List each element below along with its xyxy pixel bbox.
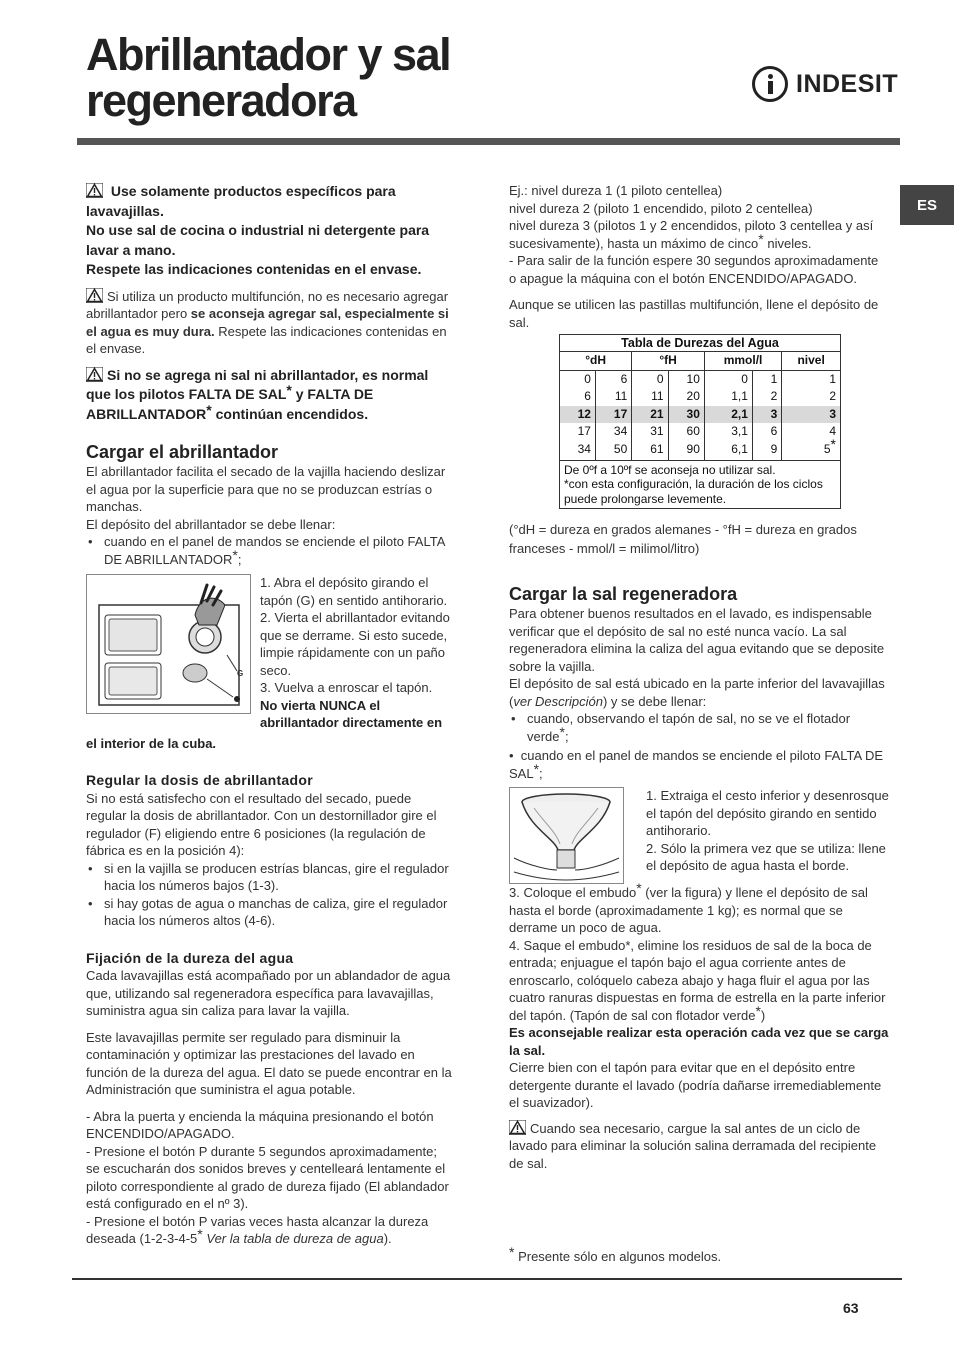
warning-multifunction: Si utiliza un producto multifunción, no es necesario agregar abrillantador pero se aconseja agregar sal, especialmente si el agua es muy dura. Respete las indicaciones contenidas en el envase. <box>86 288 449 356</box>
warning-salt: Cuando sea necesario, cargue la sal antes de un ciclo de lavado para eliminar la solución salina derramada del recipiente de sal. <box>509 1120 877 1171</box>
list-item: • si hay gotas de agua o manchas de caliza, gire el regulador hacia los números altos (4-6). <box>86 895 452 930</box>
table-row: 6 11 11 20 1,1 2 2 <box>560 388 840 406</box>
paragraph: 3. Coloque el embudo* (ver la figura) y llene el depósito de sal hasta el borde (aproximadamente 1 kg); es normal que se derrame un poco de agua. <box>509 880 868 935</box>
list-item: • cuando, observando el tapón de sal, no se ve el flotador verde*; <box>509 710 889 745</box>
paragraph: - Abra la puerta y encienda la máquina presionando el botón ENCENDIDO/APAGADO. <box>86 1108 434 1141</box>
paragraph: - Presione el botón P durante 5 segundos aproximadamente; se escucharán dos sonidos breves y centelleará lentamente el piloto correspondiente al grado de dureza fijado (El ablandador está configurado en el nº 3). <box>86 1143 449 1211</box>
heading-cargar-abrillantador: Cargar el abrillantador <box>86 442 279 462</box>
table-row: 17 34 31 60 3,1 6 4 <box>560 423 840 441</box>
footnote: * Presente sólo en algunos modelos. <box>509 1244 722 1264</box>
table-title: Tabla de Durezas del Agua <box>560 335 840 352</box>
dispenser-illustration <box>87 575 250 713</box>
col-header-mmol: mmol/l <box>704 352 781 370</box>
warning-products: Use solamente productos específicos para lavavajillas. No use sal de cocina o industrial ni detergente para lavar a mano. Respete las indicaciones contenidas en el envase. <box>86 183 430 277</box>
rinse-aid-dispenser-figure <box>86 574 251 714</box>
paragraph: - Presione el botón P varias veces hasta alcanzar la dureza deseada (1-2-3-4-5* Ver la tabla de dureza de agua). <box>86 1213 429 1246</box>
rinse-aid-steps: 1. Abra el depósito girando el tapón (G) en sentido antihorario. 2. Vierta el abrillantador evitando que se derrame. Si esto sucede, limpie rápidamente con un paño seco. 3. Vuelva a enroscar el tapón. No vierta NUNCA el abrillantador directamente en <box>260 575 450 730</box>
paragraph: Cada lavavajillas está acompañado por un ablandador de agua que, utilizando sal regeneradora específica para lavavajillas, suministra agua sin caliza para lavar la vajilla. <box>86 968 451 1018</box>
funnel-figure <box>509 787 624 884</box>
funnel-icon <box>510 788 623 883</box>
paragraph: El depósito del abrillantador se debe llenar: <box>86 516 336 532</box>
left-column: Use solamente productos específicos para lavavajillas. No use sal de cocina o industrial ni detergente para lavar a mano. Respete las indicaciones contenidas en el envase. Si utiliza un producto multifunción, no es necesario agregar abrillantador pero se aconseja agregar sal, especialmente si el agua es muy dura. Respete las indicaciones contenidas en el envase. Si no se agrega ni sal ni abrillantador, es normal que los pilotos FALTA DE SAL* y FALTA DE ABRILLANTADOR* continúan encendidos. Cargar el abrillantador El abrillantador facilita el secado de la vajilla haciendo deslizar el agua por la superficie para que no se produzcan estrías o manchas. El depósito del abrillantador se debe llenar: • cuando en el panel de mandos se enciende el piloto FALTA DE ABRILLANTADOR*; G 1. Abra el depósito girando el tapón (G) en sentido antihorario. 2. Vierta el abrillantador evitando que se derrame. Si esto sucede, limpie rápidamente con un paño seco. 3. Vuelva a enroscar el tapón. No vierta NUNCA el abrillantador directamente en el interior de la cuba. Regular la dosis de abrillantador Si no está satisfecho con el resultado del secado, puede regular la dosis de abrillantador. Con un destornillador gire el regulador (F) eligiendo entre 6 posiciones (la regulación de fábrica es en la posición 4): • si en la vajilla se producen estrías blancas, gire el regulador hacia los números bajos (1-3). • si hay gotas de agua o manchas de caliza, gire el regulador hacia los números altos (4-6). Fijación de la dureza del agua Cada lavavajillas está acompañado por un ablandador de agua que, utilizando sal regeneradora específica para lavavajillas, suministra agua sin caliza para lavar la vajilla. Este lavavajillas permite ser regulado para disminuir la contaminación y optimizar las prestaciones del lavado en función de la dureza del agua. El dato se puede encontrar en la Administración que suministra el agua potable. - Abra la puerta y encienda la máquina presionando el botón ENCENDIDO/APAGADO. - Presione el botón P durante 5 segundos aproximadamente; se escucharán dos sonidos breves y centelleará lentamente el piloto correspondiente al grado de dureza fijado (El ablandador está configurado en el nº 3). - Presione el botón P varias veces hasta alcanzar la dureza deseada (1-2-3-4-5* Ver la tabla de dureza de agua). <box>86 182 452 1248</box>
paragraph-bold: Es aconsejable realizar esta operación cada vez que se carga la sal. <box>509 1025 889 1058</box>
warning-icon <box>86 367 103 382</box>
header-rule <box>77 138 900 145</box>
warning-pilots: Si no se agrega ni sal ni abrillantador, es normal que los pilotos FALTA DE SAL* y FALTA DE ABRILLANTADOR* continúan encendidos. <box>86 366 429 422</box>
logo-i-icon <box>752 66 788 102</box>
table-row: 0 6 0 10 0 1 1 <box>560 370 840 388</box>
paragraph: Si no está satisfecho con el resultado del secado, puede regular la dosis de abrillantador. Con un destornillador gire el regulador (F) eligiendo entre 6 posiciones (la regulación de fábrica es en la posición 4): <box>86 790 437 858</box>
col-header-nivel: nivel <box>782 352 840 370</box>
water-hardness-table <box>559 334 841 509</box>
list-item: • cuando en el panel de mandos se enciende el piloto FALTA DE SAL*; <box>509 748 884 781</box>
table-row-highlighted: 12 17 21 30 2,1 3 3 <box>560 406 840 424</box>
footer-rule <box>72 1278 902 1280</box>
paragraph: 4. Saque el embudo*, elimine los residuos de sal de la boca de entrada; enjuague el tapón bajo el agua corriente antes de enroscarlo, colóquelo cabeza abajo y haga fluir el agua por las cuatro ranuras dispuestas en forma de estrella en la parte inferior del tapón. (Tapón de sal con flotador verde*) <box>509 937 886 1023</box>
salt-steps: 1. Extraiga el cesto inferior y desenrosque el tapón del depósito girando en sentido antihorario. 2. Sólo la primera vez que se utiliza: llene el depósito de agua hasta el borde. <box>646 788 889 873</box>
brand-name: INDESIT <box>796 69 899 98</box>
heading-fijacion-dureza: Fijación de la dureza del agua <box>86 949 294 966</box>
heading-regular-dosis: Regular la dosis de abrillantador <box>86 772 313 788</box>
hardness-table <box>560 352 840 460</box>
table-row: 34 50 61 90 6,1 9 5* <box>560 441 840 460</box>
paragraph: Este lavavajillas permite ser regulado para disminuir la contaminación y optimizar las prestaciones del lavado en función de la dureza del agua. El dato se puede encontrar en la Administración que suministra el agua potable. <box>86 1029 452 1097</box>
paragraph: (°dH = dureza en grados alemanes - °fH = dureza en grados franceses - mmol/l = milimol/litro) <box>509 522 857 556</box>
language-tab: ES <box>900 185 954 225</box>
right-column: Ej.: nivel dureza 1 (1 piloto centellea) nivel dureza 2 (piloto 1 encendido, piloto 2 centellea) nivel dureza 3 (pilotos 1 y 2 encendidos, piloto 3 centellea y así sucesivamente), hasta un máximo de cinco* niveles. - Para salir de la función espere 30 segundos aproximadamente o apague la máquina con el botón ENCENDIDO/APAGADO. Aunque se utilicen las pastillas multifunción, llene el depósito de sal. Tabla de Durezas del Agua °dH °fH mmol/l nivel 0 6 0 10 0 1 1 6 11 11 20 1,1 2 2 12 17 21 30 2,1 3 3 17 34 31 60 3,1 6 4 34 50 61 90 6,1 9 5* De 0ºf a 10ºf se aconseja no utilizar sal. *con esta configuración, la duración de los ciclos puede prolongarse levemente. (°dH = dureza en grados alemanes - °fH = dureza en grados franceses - mmol/l = milimol/litro) Cargar la sal regeneradora Para obtener buenos resultados en el lavado, es indispensable verificar que el depósito de sal no esté nunca vacío. La sal regeneradora elimina la caliza del agua evitando que se deposite sobre la vajilla. El depósito de sal está ubicado en la parte inferior del lavavajillas (ver Descripción) y se debe llenar: • cuando, observando el tapón de sal, no se ve el flotador verde*; • cuando en el panel de mandos se enciende el piloto FALTA DE SAL*; 1. Extraiga el cesto inferior y desenrosque el tapón del depósito girando en sentido antihorario. 2. Sólo la primera vez que se utiliza: llene el depósito de agua hasta el borde. 3. Coloque el embudo* (ver la figura) y llene el depósito de sal hasta el borde (aproximadamente 1 kg); es normal que se derrame un poco de agua. 4. Saque el embudo*, elimine los residuos de sal de la boca de entrada; enjuague el tapón bajo el agua corriente antes de enroscarlo, colóquelo cabeza abajo y haga fluir el agua por las cuatro ranuras dispuestas en forma de estrella en la parte inferior del tapón. (Tapón de sal con flotador verde*) Es aconsejable realizar esta operación cada vez que se carga la sal. Cierre bien con el tapón para evitar que en el depósito entre detergente durante el lavado (podría dañarse irremediablemente el suavizador). Cuando sea necesario, cargue la sal antes de un ciclo de lavado para eliminar la solución salina derramada del recipiente de sal. <box>509 182 889 1172</box>
col-header-fh: °fH <box>632 352 705 370</box>
col-header-dh: °dH <box>560 352 632 370</box>
paragraph: Para obtener buenos resultados en el lavado, es indispensable verificar que el depósito de sal no esté nunca vacío. La sal regeneradora elimina la caliza del agua evitando que se deposite sobre la vajilla. <box>509 606 885 674</box>
warning-icon <box>509 1120 526 1135</box>
list-item: • cuando en el panel de mandos se enciende el piloto FALTA DE ABRILLANTADOR*; <box>86 533 452 568</box>
paragraph: El depósito de sal está ubicado en la parte inferior del lavavajillas (ver Descripción) y se debe llenar: <box>509 676 885 709</box>
paragraph: Cierre bien con el tapón para evitar que en el depósito entre detergente durante el lavado (podría dañarse irremediablemente el suavizador). <box>509 1060 882 1110</box>
list-item: • si en la vajilla se producen estrías blancas, gire el regulador hacia los números bajos (1-3). <box>86 860 452 895</box>
label-g: G <box>237 669 244 678</box>
warning-icon <box>86 288 103 303</box>
page-number: 63 <box>843 1300 859 1316</box>
paragraph: El abrillantador facilita el secado de la vajilla haciendo deslizar el agua por la superficie para que no se produzcan estrías o manchas. <box>86 464 446 514</box>
page-title: Abrillantador y sal regeneradora <box>86 29 451 126</box>
warning-icon <box>86 183 103 198</box>
table-notes: De 0ºf a 10ºf se aconseja no utilizar sal. *con esta configuración, la duración de los ciclos puede prolongarse levemente. <box>560 460 840 509</box>
heading-cargar-sal: Cargar la sal regeneradora <box>509 584 738 604</box>
brand-logo <box>752 64 898 104</box>
